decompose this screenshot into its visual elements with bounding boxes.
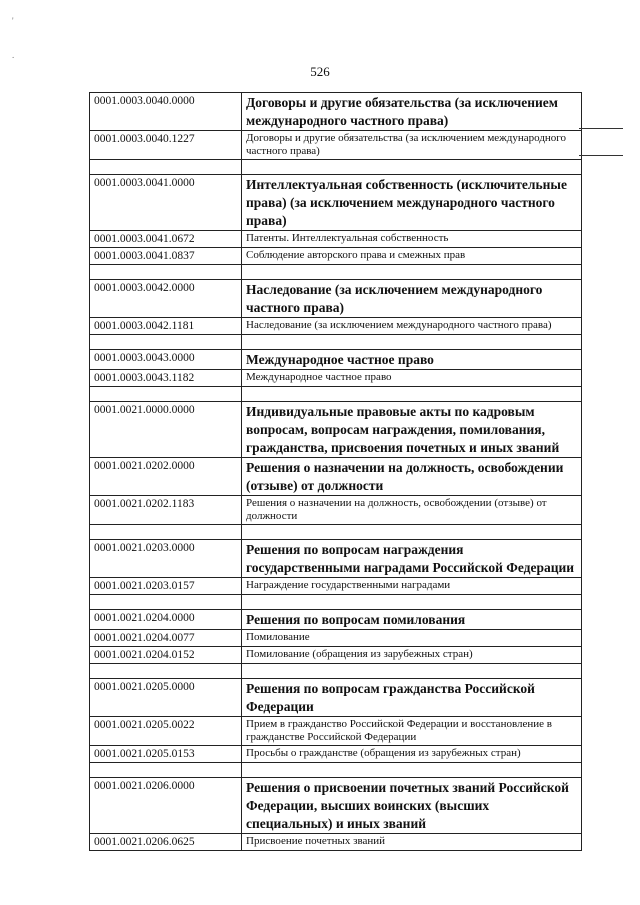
group-row — [90, 175, 582, 231]
rubric-code: 0001.0003.0041.0672 — [90, 231, 242, 248]
rubric-title: Решения по вопросам гражданства Российской Федерации — [242, 679, 582, 717]
rubric-description: Патенты. Интеллектуальная собственность — [242, 231, 582, 248]
rubric-code: 0001.0021.0000.0000 — [90, 402, 242, 458]
rubric-description: Присвоение почетных званий — [242, 834, 582, 851]
group-row — [90, 402, 582, 458]
rubric-title: Решения о присвоении почетных званий Российской Федерации, высших воинских (высших специальных) и иных званий — [242, 778, 582, 834]
rubric-code: 0001.0003.0043.0000 — [90, 350, 242, 370]
spacer-cell — [242, 525, 582, 540]
group-row — [90, 778, 582, 834]
group-row — [90, 280, 582, 318]
scan-edge-line — [579, 128, 623, 129]
rubric-title: Решения по вопросам помилования — [242, 610, 582, 630]
scan-edge-line — [579, 155, 623, 156]
spacer-cell — [90, 664, 242, 679]
item-row — [90, 647, 582, 664]
spacer-cell — [242, 595, 582, 610]
rubric-title: Решения по вопросам награждения государственными наградами Российской Федерации — [242, 540, 582, 578]
rubric-description: Решения о назначении на должность, освобождении (отзыве) от должности — [242, 496, 582, 525]
spacer-cell — [242, 763, 582, 778]
item-row — [90, 318, 582, 335]
rubric-code: 0001.0003.0042.0000 — [90, 280, 242, 318]
rubric-title: Наследование (за исключением международного частного права) — [242, 280, 582, 318]
item-row — [90, 630, 582, 647]
rubric-description: Помилование — [242, 630, 582, 647]
item-row — [90, 248, 582, 265]
spacer-cell — [242, 160, 582, 175]
rubric-code: 0001.0003.0043.1182 — [90, 370, 242, 387]
spacer-cell — [90, 387, 242, 402]
rubric-description: Договоры и другие обязательства (за исключением международного частного права) — [242, 131, 582, 160]
item-row — [90, 496, 582, 525]
item-row — [90, 231, 582, 248]
spacer-row — [90, 335, 582, 350]
rubric-code: 0001.0021.0204.0000 — [90, 610, 242, 630]
spacer-row — [90, 387, 582, 402]
spacer-cell — [90, 335, 242, 350]
rubric-code: 0001.0021.0202.1183 — [90, 496, 242, 525]
scan-mark-top: ' — [12, 16, 14, 26]
spacer-cell — [90, 160, 242, 175]
rubric-code: 0001.0021.0206.0000 — [90, 778, 242, 834]
rubric-description: Награждение государственными наградами — [242, 578, 582, 595]
rubric-description: Наследование (за исключением международного частного права) — [242, 318, 582, 335]
spacer-cell — [90, 265, 242, 280]
rubric-title: Индивидуальные правовые акты по кадровым вопросам, вопросам награждения, помилования, гражданства, присвоения почетных и иных званий — [242, 402, 582, 458]
scan-mark-side: . — [12, 50, 15, 60]
spacer-cell — [90, 525, 242, 540]
item-row — [90, 717, 582, 746]
group-row — [90, 610, 582, 630]
rubric-code: 0001.0021.0204.0077 — [90, 630, 242, 647]
rubric-code: 0001.0003.0042.1181 — [90, 318, 242, 335]
rubric-code: 0001.0021.0205.0153 — [90, 746, 242, 763]
spacer-cell — [242, 265, 582, 280]
page-number: 526 — [310, 64, 330, 79]
spacer-row — [90, 265, 582, 280]
spacer-row — [90, 160, 582, 175]
rubric-code: 0001.0003.0040.1227 — [90, 131, 242, 160]
rubric-description: Просьбы о гражданстве (обращения из зарубежных стран) — [242, 746, 582, 763]
rubric-code: 0001.0003.0041.0837 — [90, 248, 242, 265]
spacer-row — [90, 664, 582, 679]
spacer-cell — [90, 595, 242, 610]
spacer-cell — [242, 387, 582, 402]
rubric-description: Прием в гражданство Российской Федерации и восстановление в гражданстве Российской Федерации — [242, 717, 582, 746]
group-row — [90, 350, 582, 370]
rubric-description: Соблюдение авторского права и смежных прав — [242, 248, 582, 265]
rubric-code: 0001.0003.0041.0000 — [90, 175, 242, 231]
group-row — [90, 540, 582, 578]
spacer-cell — [242, 664, 582, 679]
item-row — [90, 746, 582, 763]
rubric-code: 0001.0021.0203.0157 — [90, 578, 242, 595]
group-row — [90, 458, 582, 496]
group-row — [90, 93, 582, 131]
rubric-description: Помилование (обращения из зарубежных стран) — [242, 647, 582, 664]
spacer-row — [90, 595, 582, 610]
item-row — [90, 131, 582, 160]
rubric-code: 0001.0021.0205.0000 — [90, 679, 242, 717]
item-row — [90, 578, 582, 595]
rubric-code: 0001.0021.0206.0625 — [90, 834, 242, 851]
item-row — [90, 834, 582, 851]
rubric-code: 0001.0021.0204.0152 — [90, 647, 242, 664]
spacer-row — [90, 763, 582, 778]
rubric-description: Международное частное право — [242, 370, 582, 387]
rubric-code: 0001.0021.0202.0000 — [90, 458, 242, 496]
spacer-cell — [90, 763, 242, 778]
rubric-code: 0001.0021.0205.0022 — [90, 717, 242, 746]
rubric-title: Международное частное право — [242, 350, 582, 370]
rubric-code: 0001.0003.0040.0000 — [90, 93, 242, 131]
spacer-cell — [242, 335, 582, 350]
rubric-title: Интеллектуальная собственность (исключительные права) (за исключением международного частного права) — [242, 175, 582, 231]
classifier-table-body — [90, 93, 582, 851]
rubric-code: 0001.0021.0203.0000 — [90, 540, 242, 578]
group-row — [90, 679, 582, 717]
spacer-row — [90, 525, 582, 540]
rubric-title: Решения о назначении на должность, освобождении (отзыве) от должности — [242, 458, 582, 496]
rubric-title: Договоры и другие обязательства (за исключением международного частного права) — [242, 93, 582, 131]
item-row — [90, 370, 582, 387]
classifier-table — [89, 92, 582, 851]
